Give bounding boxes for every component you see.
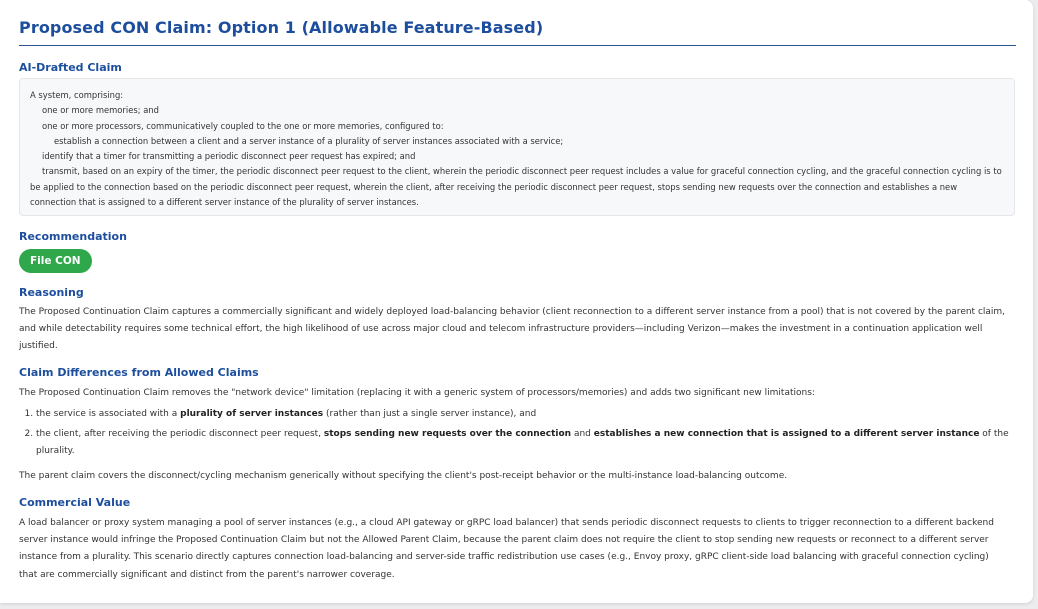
difference-text: of the plurality.	[36, 429, 1009, 457]
claim-line: one or more processors, communicatively coupled to the one or more memories, configured to:	[42, 120, 444, 131]
claim-line: one or more memories; and	[42, 105, 159, 116]
differences-heading: Claim Differences from Allowed Claims	[19, 366, 259, 379]
difference-item	[36, 426, 1026, 460]
commercial-heading: Commercial Value	[19, 496, 131, 509]
reasoning-text: The Proposed Continuation Claim captures a commercially significant and widely deployed load-balancing behavior (client reconnection to a different server instance from a pool) that is not covered by the parent claim, and while detectability requires some technical effort, the high likelihood of use across major cloud and telecom infrastructure providers—including Verizon—makes the investment in a continuation application well justified.	[19, 307, 1006, 352]
difference-text: the client, after receiving the periodic disconnect peer request,	[36, 429, 324, 440]
claim-line: transmit, based on an expiry of the timer, the periodic disconnect peer request to the client, wherein the periodic disconnect peer request includes a value for graceful connection cycling, and the graceful connection cycling is to be applied to the connection based on the periodic disconnect peer request, wherein the client, after receiving the periodic disconnect peer request, stops sending new requests over the connection and establishes a new connection that is assigned to a different server instance of the plurality of server instances.	[30, 166, 1002, 208]
difference-emphasis: plurality of server instances	[180, 409, 324, 419]
recommendation-heading: Recommendation	[19, 230, 127, 243]
difference-emphasis: stops sending new requests over the connection	[323, 429, 572, 440]
page-title: Proposed CON Claim: Option 1 (Allowable Feature-Based)	[19, 18, 544, 37]
difference-text: the service is associated with a	[36, 409, 181, 419]
claim-heading: AI-Drafted Claim	[19, 61, 122, 74]
differences-intro: The Proposed Continuation Claim removes the "network device" limitation (replacing it with a generic system of processors/memories) and adds two significant new limitations:	[19, 388, 815, 398]
recommendation-badge: File CON	[19, 249, 92, 273]
difference-emphasis: establishes a new connection that is assigned to a different server instance	[593, 429, 980, 440]
claim-line: identify that a timer for transmitting a periodic disconnect peer request has expired; and	[42, 151, 416, 162]
reasoning-heading: Reasoning	[19, 286, 84, 299]
commercial-text: A load balancer or proxy system managing a pool of server instances (e.g., a cloud API gateway or gRPC load balancer) that sends periodic disconnect requests to clients to trigger reconnection to a different backend server instance would infringe the Proposed Continuation Claim but not the Allowed Parent Claim, because the parent claim does not require the client to stop sending new requests or reconnect to a different server instance from a plurality. This scenario directly captures connection load-balancing and server-side traffic redistribution use cases (e.g., Envoy proxy, gRPC client-side load balancing with graceful connection cycling) that are commercially significant and distinct from the parent's narrower coverage.	[19, 518, 994, 580]
differences-list	[19, 406, 1026, 464]
claim-line: A system, comprising:	[30, 90, 124, 100]
differences-outro: The parent claim covers the disconnect/cycling mechanism generically without specifying the client's post-receipt behavior or the multi-instance load-balancing outcome.	[19, 471, 788, 481]
claim-line: establish a connection between a client and a server instance of a plurality of server instances associated with a service;	[54, 135, 564, 146]
difference-text: and	[571, 429, 594, 440]
claim-text-box	[19, 78, 1015, 216]
difference-text: (rather than just a single server instance), and	[323, 409, 537, 419]
difference-item	[36, 406, 1026, 423]
title-divider	[19, 45, 1016, 46]
